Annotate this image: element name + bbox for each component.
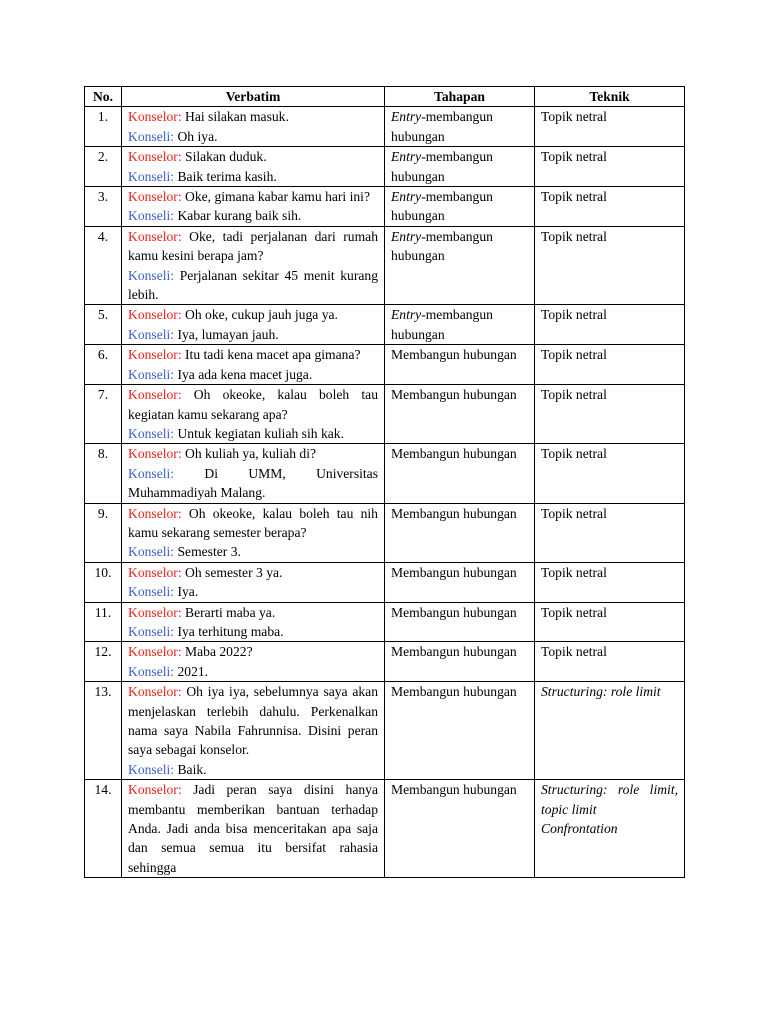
- teknik-text: Structuring: role limit: [541, 684, 661, 700]
- tahapan-text: Membangun hubungan: [391, 505, 517, 521]
- table-row: [85, 682, 685, 780]
- tahapan-cell: [385, 780, 535, 878]
- konselor-text: Hai silakan masuk.: [185, 109, 289, 125]
- konselor-label: Konselor:: [128, 228, 182, 244]
- tahapan-text: Membangun hubungan: [391, 604, 517, 620]
- konseli-label: Konseli:: [128, 663, 175, 679]
- table-row: [85, 503, 685, 562]
- konseli-text: Perjalanan sekitar 45 menit kurang lebih.: [128, 267, 378, 303]
- teknik-cell: [535, 385, 685, 444]
- row-number: 9.: [85, 503, 122, 562]
- tahapan-text: Membangun hubungan: [391, 387, 517, 403]
- konselor-label: Konselor:: [128, 604, 182, 620]
- konselor-text: Oh iya iya, sebelumnya saya akan menjelaskan terlebih dahulu. Perkenalkan nama saya Nabila Fahrunnisa. Disini peran saya sebagai konselor.: [128, 684, 378, 758]
- table-row: [85, 562, 685, 602]
- verbatim-cell: [122, 444, 385, 503]
- konselor-text: Oh oke, cukup jauh juga ya.: [185, 307, 338, 323]
- teknik-text: Topik netral: [541, 505, 607, 521]
- konselor-label: Konselor:: [128, 505, 182, 521]
- konselor-line: [128, 642, 378, 661]
- konseli-line: [128, 542, 378, 561]
- tahapan-cell: [385, 642, 535, 682]
- konseli-text: Baik terima kasih.: [177, 168, 277, 184]
- verbatim-cell: [122, 602, 385, 642]
- konseli-line: [128, 662, 378, 681]
- teknik-text: Topik netral: [541, 347, 607, 363]
- row-number: 14.: [85, 780, 122, 878]
- row-number: 12.: [85, 642, 122, 682]
- konseli-text: 2021.: [177, 663, 209, 679]
- konselor-line: [128, 682, 378, 760]
- teknik-text: Topik netral: [541, 228, 607, 244]
- teknik-cell: [535, 345, 685, 385]
- konselor-label: Konselor:: [128, 149, 182, 165]
- row-number: 10.: [85, 562, 122, 602]
- tahapan-cell: [385, 305, 535, 345]
- teknik-text: Topik netral: [541, 109, 607, 125]
- table-row: [85, 385, 685, 444]
- konseli-label: Konseli:: [128, 366, 175, 382]
- konseli-text: Baik.: [177, 761, 207, 777]
- konselor-line: [128, 187, 378, 206]
- table-row: [85, 642, 685, 682]
- verbatim-cell: [122, 780, 385, 878]
- konselor-line: [128, 227, 378, 266]
- konselor-label: Konselor:: [128, 109, 182, 125]
- konselor-text: Berarti maba ya.: [185, 604, 276, 620]
- row-number: 4.: [85, 226, 122, 305]
- konseli-text: Iya, lumayan jauh.: [177, 326, 279, 342]
- tahapan-cell: [385, 385, 535, 444]
- teknik-cell: [535, 682, 685, 780]
- teknik-cell: [535, 602, 685, 642]
- table-row: [85, 187, 685, 227]
- konseli-label: Konseli:: [128, 623, 175, 639]
- konselor-text: Oke, tadi perjalanan dari rumah kamu kesini berapa jam?: [128, 228, 378, 264]
- konselor-text: Silakan duduk.: [185, 149, 267, 165]
- tahapan-text: -membangun hubungan: [391, 307, 493, 342]
- teknik-text: Topik netral: [541, 189, 607, 205]
- teknik-cell: [535, 780, 685, 878]
- konselor-label: Konselor:: [128, 644, 182, 660]
- konselor-label: Konselor:: [128, 387, 182, 403]
- konselor-line: [128, 345, 378, 364]
- tahapan-text: Membangun hubungan: [391, 347, 517, 363]
- konselor-text: Itu tadi kena macet apa gimana?: [185, 347, 361, 363]
- row-number: 2.: [85, 147, 122, 187]
- verbatim-cell: [122, 226, 385, 305]
- konseli-label: Konseli:: [128, 425, 175, 441]
- konseli-label: Konseli:: [128, 544, 175, 560]
- verbatim-cell: [122, 503, 385, 562]
- row-number: 5.: [85, 305, 122, 345]
- konseli-label: Konseli:: [128, 267, 175, 283]
- tahapan-text: -membangun hubungan: [391, 149, 493, 184]
- row-number: 1.: [85, 107, 122, 147]
- konselor-label: Konselor:: [128, 782, 182, 798]
- table-row: [85, 107, 685, 147]
- tahapan-cell: [385, 562, 535, 602]
- tahapan-text: -membangun hubungan: [391, 189, 493, 224]
- konseli-text: Iya ada kena macet juga.: [177, 366, 313, 382]
- teknik-text: Topik netral: [541, 564, 607, 580]
- tahapan-cell: [385, 147, 535, 187]
- row-number: 7.: [85, 385, 122, 444]
- konseli-text: Kabar kurang baik sih.: [177, 208, 302, 224]
- row-number: 13.: [85, 682, 122, 780]
- konselor-text: Jadi peran saya disini hanya membantu memberikan bantuan terhadap Anda. Jadi anda bisa menceritakan apa saja dan semua semua itu bersifat rahasia sehingga: [128, 782, 378, 875]
- tahapan-entry: Entry: [391, 307, 422, 323]
- konseli-text: Di UMM, Universitas Muhammadiyah Malang.: [128, 465, 378, 501]
- konseli-text: Iya terhitung maba.: [177, 623, 284, 639]
- verbatim-cell: [122, 107, 385, 147]
- verbatim-cell: [122, 345, 385, 385]
- konseli-line: [128, 582, 378, 601]
- teknik-cell: [535, 107, 685, 147]
- header-tahapan: Tahapan: [385, 87, 535, 107]
- konseli-line: [128, 167, 378, 186]
- row-number: 6.: [85, 345, 122, 385]
- teknik-cell: [535, 444, 685, 503]
- tahapan-text: Membangun hubungan: [391, 446, 517, 462]
- tahapan-cell: [385, 444, 535, 503]
- tahapan-cell: [385, 226, 535, 305]
- konselor-label: Konselor:: [128, 189, 182, 205]
- konseli-label: Konseli:: [128, 326, 175, 342]
- teknik-text: Topik netral: [541, 644, 607, 660]
- teknik-text: Topik netral: [541, 149, 607, 165]
- konselor-label: Konselor:: [128, 307, 182, 323]
- konselor-text: Maba 2022?: [185, 644, 253, 660]
- teknik-text: Topik netral: [541, 446, 607, 462]
- konselor-line: [128, 563, 378, 582]
- konseli-label: Konseli:: [128, 208, 175, 224]
- konselor-text: Oh okeoke, kalau boleh tau kegiatan kamu sekarang apa?: [128, 387, 378, 422]
- konseli-text: Oh iya.: [177, 128, 218, 144]
- konselor-label: Konselor:: [128, 446, 182, 462]
- verbatim-cell: [122, 147, 385, 187]
- konselor-line: [128, 444, 378, 463]
- header-verbatim: Verbatim: [122, 87, 385, 107]
- konseli-text: Untuk kegiatan kuliah sih kak.: [177, 425, 344, 441]
- konseli-line: [128, 266, 378, 305]
- tahapan-cell: [385, 503, 535, 562]
- konseli-label: Konseli:: [128, 128, 175, 144]
- verbatim-table: [84, 86, 685, 878]
- konselor-label: Konselor:: [128, 347, 182, 363]
- konseli-line: [128, 622, 378, 641]
- row-number: 8.: [85, 444, 122, 503]
- tahapan-entry: Entry: [391, 189, 422, 205]
- konselor-line: [128, 780, 378, 877]
- konseli-label: Konseli:: [128, 465, 175, 481]
- konselor-text: Oh semester 3 ya.: [185, 564, 283, 580]
- konselor-line: [128, 603, 378, 622]
- teknik-cell: [535, 226, 685, 305]
- teknik-text-2: Confrontation: [541, 821, 618, 837]
- konselor-label: Konselor:: [128, 684, 182, 700]
- konseli-text: Iya.: [177, 584, 199, 600]
- teknik-text: Topik netral: [541, 604, 607, 620]
- tahapan-cell: [385, 345, 535, 385]
- tahapan-cell: [385, 682, 535, 780]
- teknik-cell: [535, 187, 685, 227]
- header-no: No.: [85, 87, 122, 107]
- tahapan-text: Membangun hubungan: [391, 684, 517, 700]
- konseli-line: [128, 206, 378, 225]
- tahapan-cell: [385, 107, 535, 147]
- row-number: 3.: [85, 187, 122, 227]
- konselor-line: [128, 504, 378, 543]
- teknik-text: Topik netral: [541, 387, 607, 403]
- konselor-text: Oh okeoke, kalau boleh tau nih kamu sekarang semester berapa?: [128, 505, 378, 540]
- konseli-line: [128, 424, 378, 443]
- verbatim-cell: [122, 642, 385, 682]
- konseli-label: Konseli:: [128, 761, 175, 777]
- teknik-cell: [535, 642, 685, 682]
- tahapan-text: Membangun hubungan: [391, 564, 517, 580]
- teknik-cell: [535, 562, 685, 602]
- konselor-line: [128, 147, 378, 166]
- konselor-line: [128, 385, 378, 424]
- teknik-cell: [535, 305, 685, 345]
- teknik-text: Structuring: role limit, topic limit: [541, 782, 678, 817]
- konseli-line: [128, 127, 378, 146]
- konselor-line: [128, 305, 378, 324]
- konseli-line: [128, 464, 378, 503]
- tahapan-cell: [385, 602, 535, 642]
- tahapan-text: -membangun hubungan: [391, 109, 493, 144]
- table-row: [85, 147, 685, 187]
- tahapan-text: -membangun hubungan: [391, 228, 493, 264]
- konseli-label: Konseli:: [128, 168, 175, 184]
- tahapan-entry: Entry: [391, 109, 422, 125]
- table-row: [85, 780, 685, 878]
- row-number: 11.: [85, 602, 122, 642]
- table-row: [85, 444, 685, 503]
- konselor-line: [128, 107, 378, 126]
- tahapan-text: Membangun hubungan: [391, 644, 517, 660]
- konseli-text: Semester 3.: [177, 544, 241, 560]
- tahapan-entry: Entry: [391, 228, 422, 244]
- table-row: [85, 602, 685, 642]
- table-row: [85, 345, 685, 385]
- header-teknik: Teknik: [535, 87, 685, 107]
- verbatim-cell: [122, 682, 385, 780]
- verbatim-cell: [122, 562, 385, 602]
- verbatim-cell: [122, 305, 385, 345]
- teknik-cell: [535, 503, 685, 562]
- table-row: [85, 226, 685, 305]
- konseli-label: Konseli:: [128, 584, 175, 600]
- tahapan-cell: [385, 187, 535, 227]
- konselor-label: Konselor:: [128, 564, 182, 580]
- verbatim-cell: [122, 385, 385, 444]
- verbatim-cell: [122, 187, 385, 227]
- teknik-text: Topik netral: [541, 307, 607, 323]
- table-header-row: [85, 87, 685, 107]
- tahapan-text: Membangun hubungan: [391, 782, 517, 798]
- konselor-text: Oke, gimana kabar kamu hari ini?: [185, 189, 370, 205]
- teknik-cell: [535, 147, 685, 187]
- tahapan-entry: Entry: [391, 149, 422, 165]
- konseli-line: [128, 365, 378, 384]
- table-row: [85, 305, 685, 345]
- konseli-line: [128, 760, 378, 779]
- konseli-line: [128, 325, 378, 344]
- konselor-text: Oh kuliah ya, kuliah di?: [185, 446, 317, 462]
